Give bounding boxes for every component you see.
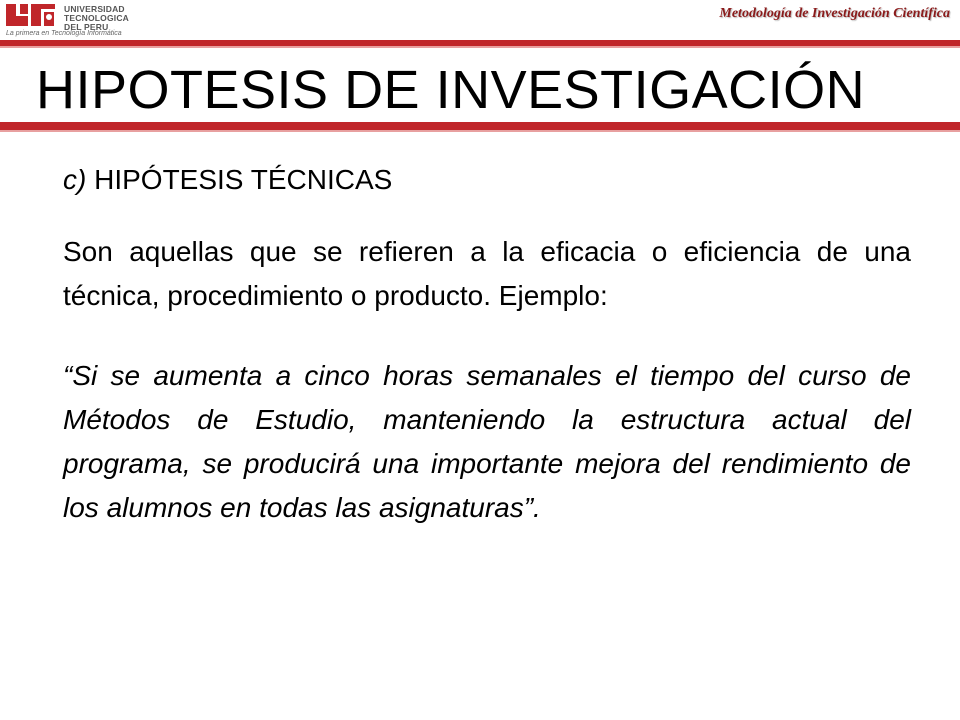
definition-paragraph: Son aquellas que se refieren a la eficacia o eficiencia de una técnica, procedimiento o producto. Ejemplo: [63,236,911,311]
header-divider-shadow [0,46,960,48]
utp-logo-icon [4,2,60,30]
subheading-letter: c) [63,164,87,195]
slide-title: HIPOTESIS DE INVESTIGACIÓN [36,60,866,120]
title-underline-shadow [0,130,960,132]
subheading-text: HIPÓTESIS TÉCNICAS [94,164,393,195]
course-title: Metodología de Investigación Científica [719,6,950,21]
logo-tagline: La primera en Tecnología Informática [6,30,122,37]
logo-name: UNIVERSIDAD TECNOLOGICA DEL PERU [64,4,130,32]
slide-body [63,160,911,530]
example-quote: “Si se aumenta a cinco horas semanales el tiempo del curso de Métodos de Estudio, manteniendo la estructura actual del programa, se producirá una importante mejora del rendimiento de los alumnos en todas las asignaturas”. [63,360,911,523]
subheading [63,160,911,200]
title-underline [0,122,960,130]
university-logo [4,2,174,40]
